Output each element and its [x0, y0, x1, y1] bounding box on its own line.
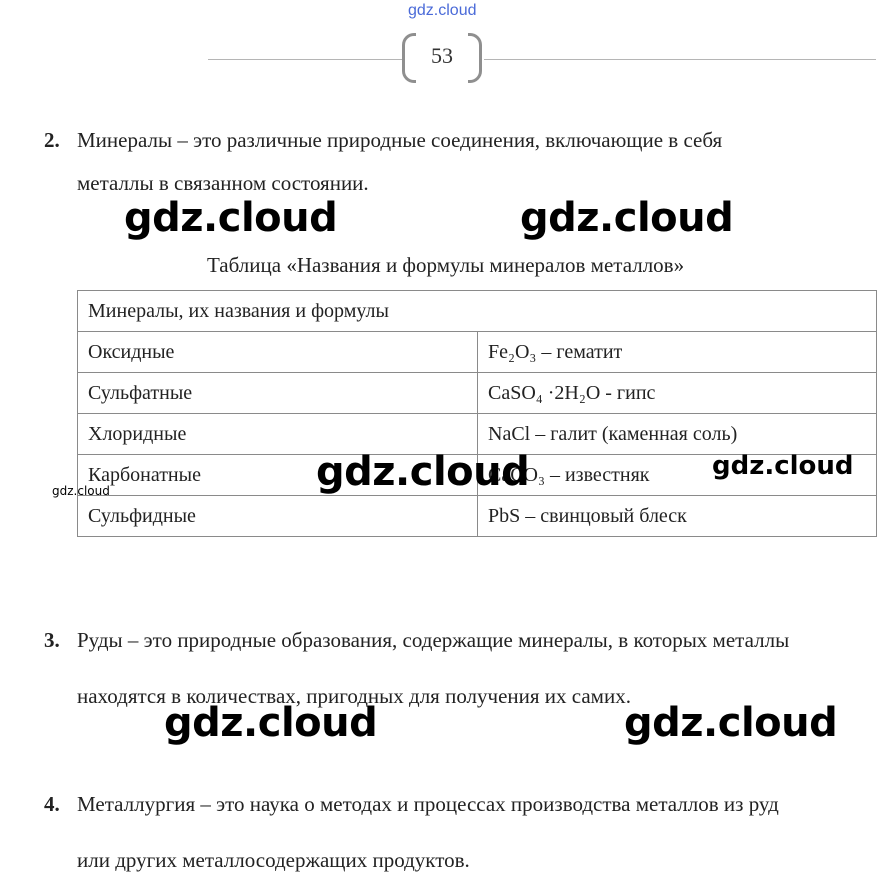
table-row [78, 373, 877, 414]
item4-line2: или других металлосодержащих продуктов. [77, 848, 470, 872]
watermark: gdz.cloud [624, 700, 838, 746]
watermark: gdz.cloud [164, 700, 378, 746]
mineral-type-cell: Карбонатные [78, 455, 478, 496]
page-number: 53 [431, 43, 453, 68]
mineral-type-cell: Сульфатные [78, 373, 478, 414]
table-title: Таблица «Названия и формулы минералов металлов» [207, 253, 685, 277]
item2-line2: металлы в связанном состоянии. [77, 171, 369, 195]
watermark: gdz.cloud [52, 484, 110, 498]
watermark: gdz.cloud [124, 195, 338, 241]
table-header-cell: Минералы, их названия и формулы [78, 291, 877, 332]
watermark-top: gdz.cloud [408, 2, 477, 19]
watermark: gdz.cloud [520, 195, 734, 241]
item2-line1: Минералы – это различные природные соединения, включающие в себя [77, 128, 723, 152]
watermark: gdz.cloud [712, 451, 854, 481]
mineral-formula-cell: CaSO₄ ·2H₂O - гипс [478, 373, 877, 414]
table-row [78, 496, 877, 537]
mineral-type-cell: Оксидные [78, 332, 478, 373]
watermark: gdz.cloud [316, 449, 530, 495]
minerals-table [77, 290, 877, 537]
page-number-badge [402, 33, 482, 85]
item-number-2: 2. [44, 128, 60, 152]
table-row [78, 332, 877, 373]
item4-line1: Металлургия – это наука о методах и процессах производства металлов из руд [77, 792, 779, 816]
mineral-type-cell: Хлоридные [78, 414, 478, 455]
item-number-4: 4. [44, 792, 60, 816]
mineral-formula-cell: Fe₂O₃ – гематит [478, 332, 877, 373]
mineral-type-cell: Сульфидные [78, 496, 478, 537]
table-header-row [78, 291, 877, 332]
item3-line2: находятся в количествах, пригодных для получения их самих. [77, 684, 631, 708]
header-rule-right [484, 59, 876, 60]
header-rule-left [208, 59, 402, 60]
mineral-formula-cell: PbS – свинцовый блеск [478, 496, 877, 537]
mineral-formula-cell: CaCO₃ – известняк [478, 455, 877, 496]
item-number-3: 3. [44, 628, 60, 652]
item3-line1: Руды – это природные образования, содержащие минералы, в которых металлы [77, 628, 790, 652]
mineral-formula-cell: NaCl – галит (каменная соль) [478, 414, 877, 455]
